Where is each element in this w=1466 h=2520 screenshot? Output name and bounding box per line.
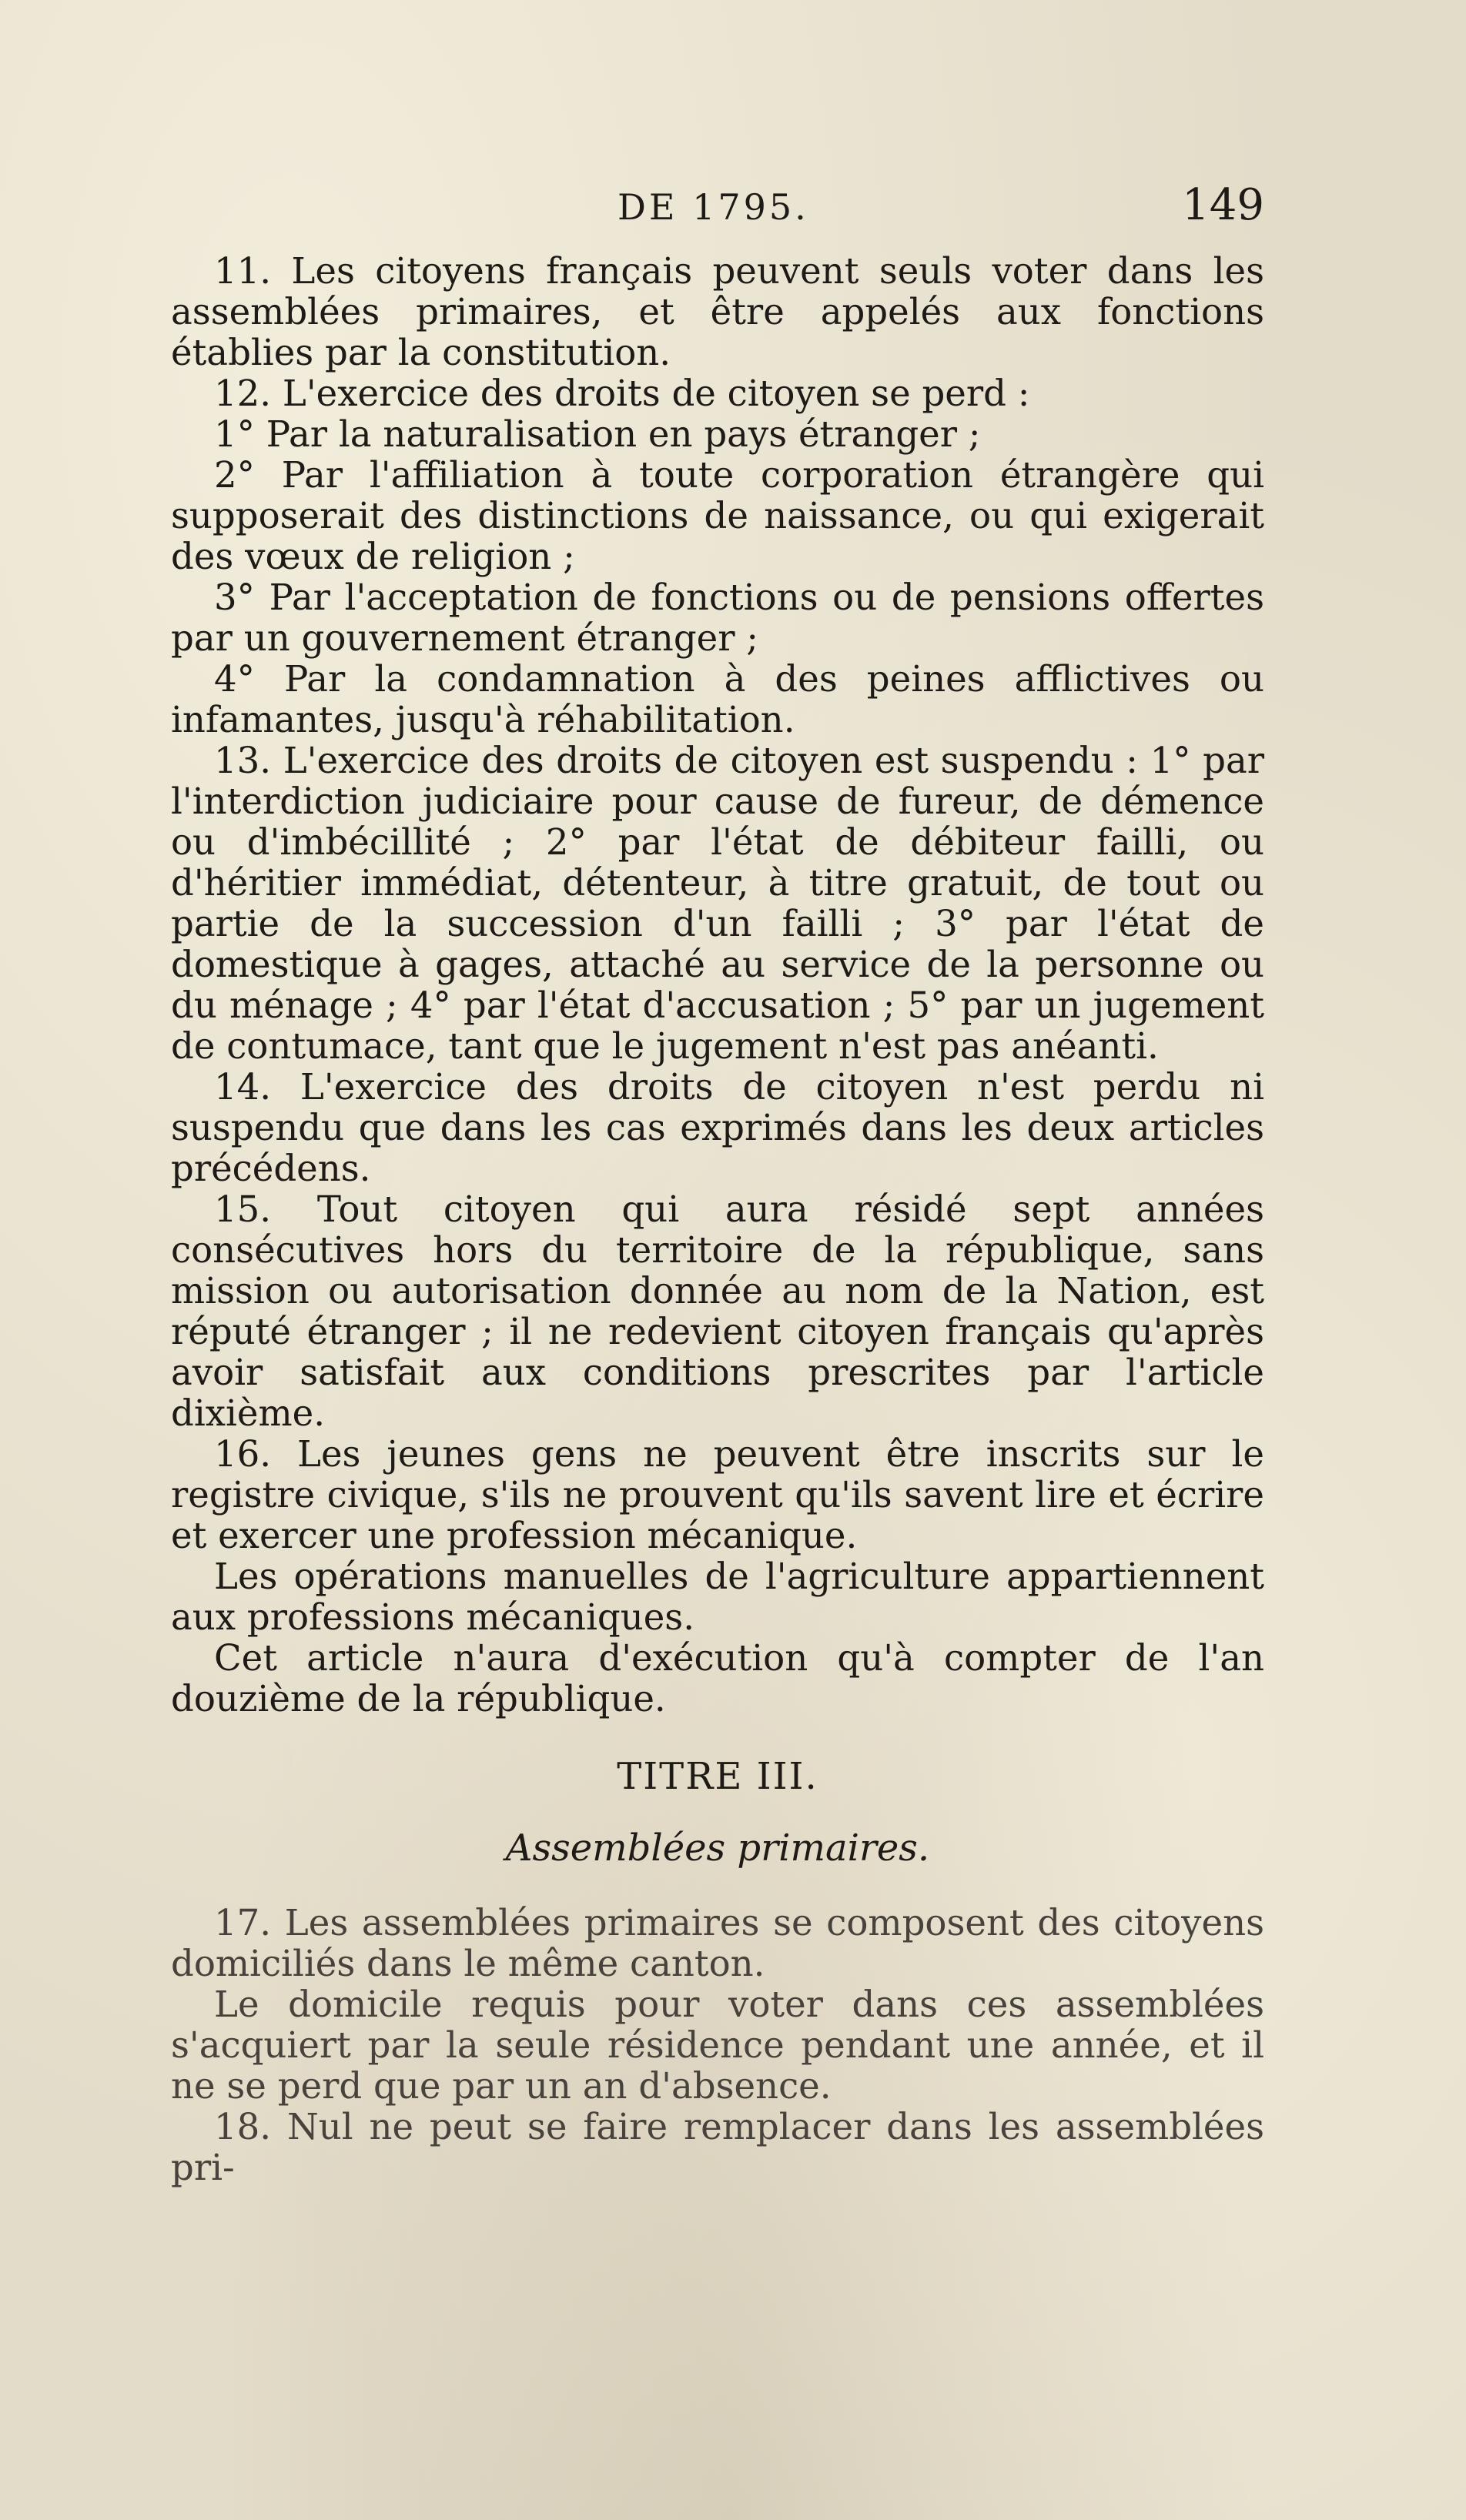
article-15: 15. Tout citoyen qui aura résidé sept années consécutives hors du territoire de la république, sans mission ou autorisation donnée au nom de la Nation, est réputé étranger ; il ne redevient citoyen français qu'après avoir satisfait aux conditions prescrites par l'article dixième. xyxy=(171,1188,1264,1434)
article-12-item-2: 2° Par l'affiliation à toute corporation étrangère qui supposerait des distinctions de naissance, ou qui exigerait des vœux de religion ; xyxy=(171,454,1264,577)
article-12-item-3: 3° Par l'acceptation de fonctions ou de pensions offertes par un gouvernement étranger ; xyxy=(171,577,1264,659)
article-13: 13. L'exercice des droits de citoyen est suspendu : 1° par l'interdiction judiciaire pour cause de fureur, de démence ou d'imbécillité ; 2° par l'état de débiteur failli, ou d'héritier immédiat, détenteur, à titre gratuit, de tout ou partie de la succession d'un failli ; 3° par l'état de domestique à gages, attaché au service de la personne ou du ménage ; 4° par l'état d'accusation ; 5° par un jugement de contumace, tant que le jugement n'est pas anéanti. xyxy=(171,740,1264,1067)
section-title: TITRE III. xyxy=(617,1755,818,1798)
article-17-paragraph-2: Le domicile requis pour voter dans ces assemblées s'acquiert par la seule résidence pendant une année, et il ne se perd que par un an d'absence. xyxy=(171,1984,1264,2107)
article-17: 17. Les assemblées primaires se composent des citoyens domiciliés dans le même canton. xyxy=(171,1902,1264,1984)
section-subtitle: Assemblées primaires. xyxy=(505,1826,930,1870)
article-12-item-1: 1° Par la naturalisation en pays étranger ; xyxy=(214,413,981,455)
article-16: 16. Les jeunes gens ne peuvent être inscrits sur le registre civique, s'ils ne prouvent qu'ils savent lire et écrire et exercer une profession mécanique. xyxy=(171,1433,1264,1556)
page-body xyxy=(171,251,1264,2188)
article-12-item-4: 4° Par la condamnation à des peines afflictives ou infamantes, jusqu'à réhabilitation. xyxy=(171,658,1264,740)
article-14: 14. L'exercice des droits de citoyen n'est perdu ni suspendu que dans les cas exprimés dans les deux articles précédens. xyxy=(171,1066,1264,1189)
page-number: 149 xyxy=(1182,180,1264,230)
running-head xyxy=(171,180,1264,234)
article-16-paragraph-2: Les opérations manuelles de l'agriculture appartiennent aux professions mécaniques. xyxy=(171,1556,1264,1638)
article-11: 11. Les citoyens français peuvent seuls voter dans les assemblées primaires, et être appelés aux fonctions établies par la constitution. xyxy=(171,250,1264,373)
article-18: 18. Nul ne peut se faire remplacer dans les assemblées pri- xyxy=(171,2106,1264,2188)
article-16-paragraph-3: Cet article n'aura d'exécution qu'à compter de l'an douzième de la république. xyxy=(171,1637,1264,1720)
article-12: 12. L'exercice des droits de citoyen se perd : xyxy=(214,373,1030,414)
running-title: DE 1795. xyxy=(618,186,809,228)
